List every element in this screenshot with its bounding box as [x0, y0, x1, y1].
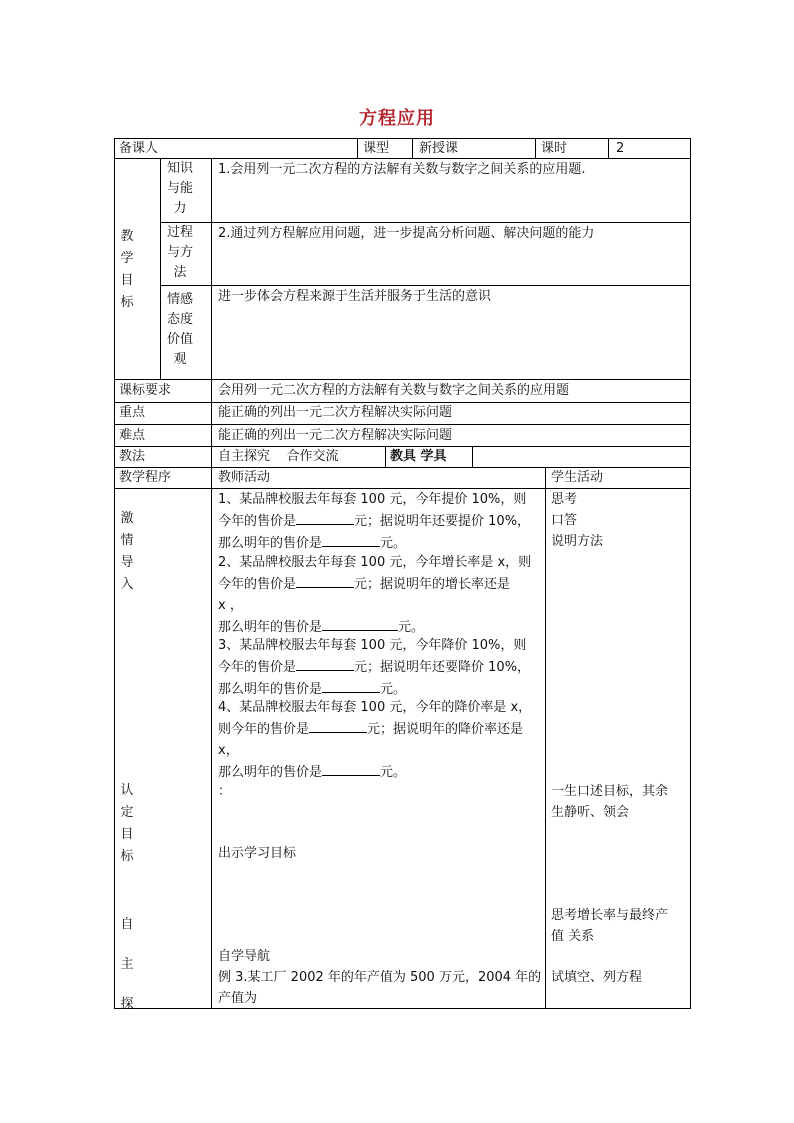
- knowledge-text: 1.会用列一元二次方程的方法解有关数与数字之间关系的应用题.: [218, 162, 586, 177]
- colon-mark: ：: [218, 784, 232, 799]
- answer-blank: [296, 510, 354, 525]
- process-label: 过程与方法: [166, 225, 193, 280]
- col-teacher-header: 教师活动: [218, 470, 271, 485]
- lesson-hours-value: 2: [616, 141, 625, 156]
- knowledge-label: 知识与能力: [166, 161, 193, 216]
- method-text: 自主探究 合作交流: [218, 449, 339, 464]
- emotion-label: 情感态度价值观: [166, 292, 193, 367]
- answer-blank: [309, 718, 367, 733]
- standard-text: 会用列一元二次方程的方法解有关数与数字之间关系的应用题: [218, 383, 570, 398]
- rule-v: [211, 158, 212, 1009]
- objectives-label: 教学目标: [120, 229, 134, 310]
- tools-label: 教具 学具: [390, 449, 447, 464]
- answer-blank: [322, 678, 380, 693]
- answer-blank: [296, 573, 354, 588]
- rule-v: [412, 138, 413, 158]
- stage-intro-label: 激情导入: [120, 511, 134, 592]
- show-objectives-text: 出示学习目标: [218, 846, 297, 861]
- key-point-text: 能正确的列出一元二次方程解决实际问题: [218, 405, 453, 420]
- lesson-type-value: 新授课: [419, 141, 459, 156]
- rule-v: [357, 138, 358, 158]
- answer-blank: [322, 532, 380, 547]
- method-label: 教法: [119, 449, 146, 464]
- lesson-type-label: 课型: [363, 141, 390, 156]
- question-2: 2、某品牌校服去年每套 100 元，今年增长率是 x，则 今年的售价是 元；据说明年的增长率还是 x ， 那么明年的售价是 元。: [218, 555, 532, 635]
- key-point-label: 重点: [119, 405, 146, 420]
- answer-blank: [296, 656, 354, 671]
- self-study-text: 自学导航: [218, 949, 271, 964]
- rule-v: [160, 158, 161, 379]
- difficulty-label: 难点: [119, 428, 146, 443]
- preparer-label: 备课人: [119, 141, 159, 156]
- rule-v: [385, 446, 386, 467]
- standard-label: 课标要求: [119, 383, 172, 398]
- stage-objective-label: 认定目标: [120, 783, 134, 864]
- col-student-header: 学生活动: [551, 470, 604, 485]
- answer-blank: [322, 616, 398, 631]
- question-4: 4、某品牌校服去年每套 100 元，今年的降价率是 x， 则今年的售价是 元；据说明年的降价率还是 x， 那么明年的售价是 元。: [218, 700, 532, 780]
- col-program-header: 教学程序: [119, 470, 172, 485]
- answer-blank: [322, 761, 380, 776]
- difficulty-text: 能正确的列出一元二次方程解决实际问题: [218, 428, 453, 443]
- question-3: 3、某品牌校服去年每套 100 元，今年降价 10%，则 今年的售价是 元；据说明年还要降价 10%， 那么明年的售价是 元。: [218, 638, 531, 697]
- lesson-hours-label: 课时: [541, 141, 568, 156]
- rule-h: [114, 467, 691, 468]
- student-activity-4: 试填空、列方程: [551, 970, 643, 985]
- example-3: 例 3.某工厂 2002 年的年产值为 500 万元，2004 年的 产值为: [218, 970, 542, 1006]
- question-1: 1、某品牌校服去年每套 100 元，今年提价 10%，则 今年的售价是 元；据说明年还要提价 10%， 那么明年的售价是 元。: [218, 492, 531, 551]
- stage-selfstudy-label: 自主探: [120, 917, 134, 1012]
- rule-v: [472, 446, 473, 467]
- process-text: 2.通过列方程解应用问题，进一步提高分析问题、解决问题的能力: [218, 226, 595, 241]
- rule-v: [535, 138, 536, 158]
- student-activity-3: 思考增长率与最终产 值 关系: [551, 908, 669, 944]
- rule-v: [545, 467, 546, 1009]
- student-activity-1: 思考 口答 说明方法: [551, 492, 604, 549]
- emotion-text: 进一步体会方程来源于生活并服务于生活的意识: [218, 289, 492, 304]
- student-activity-2: 一生口述目标，其余 生静听、领会: [551, 784, 669, 820]
- rule-v: [608, 138, 609, 158]
- page-title: 方程应用: [359, 108, 435, 129]
